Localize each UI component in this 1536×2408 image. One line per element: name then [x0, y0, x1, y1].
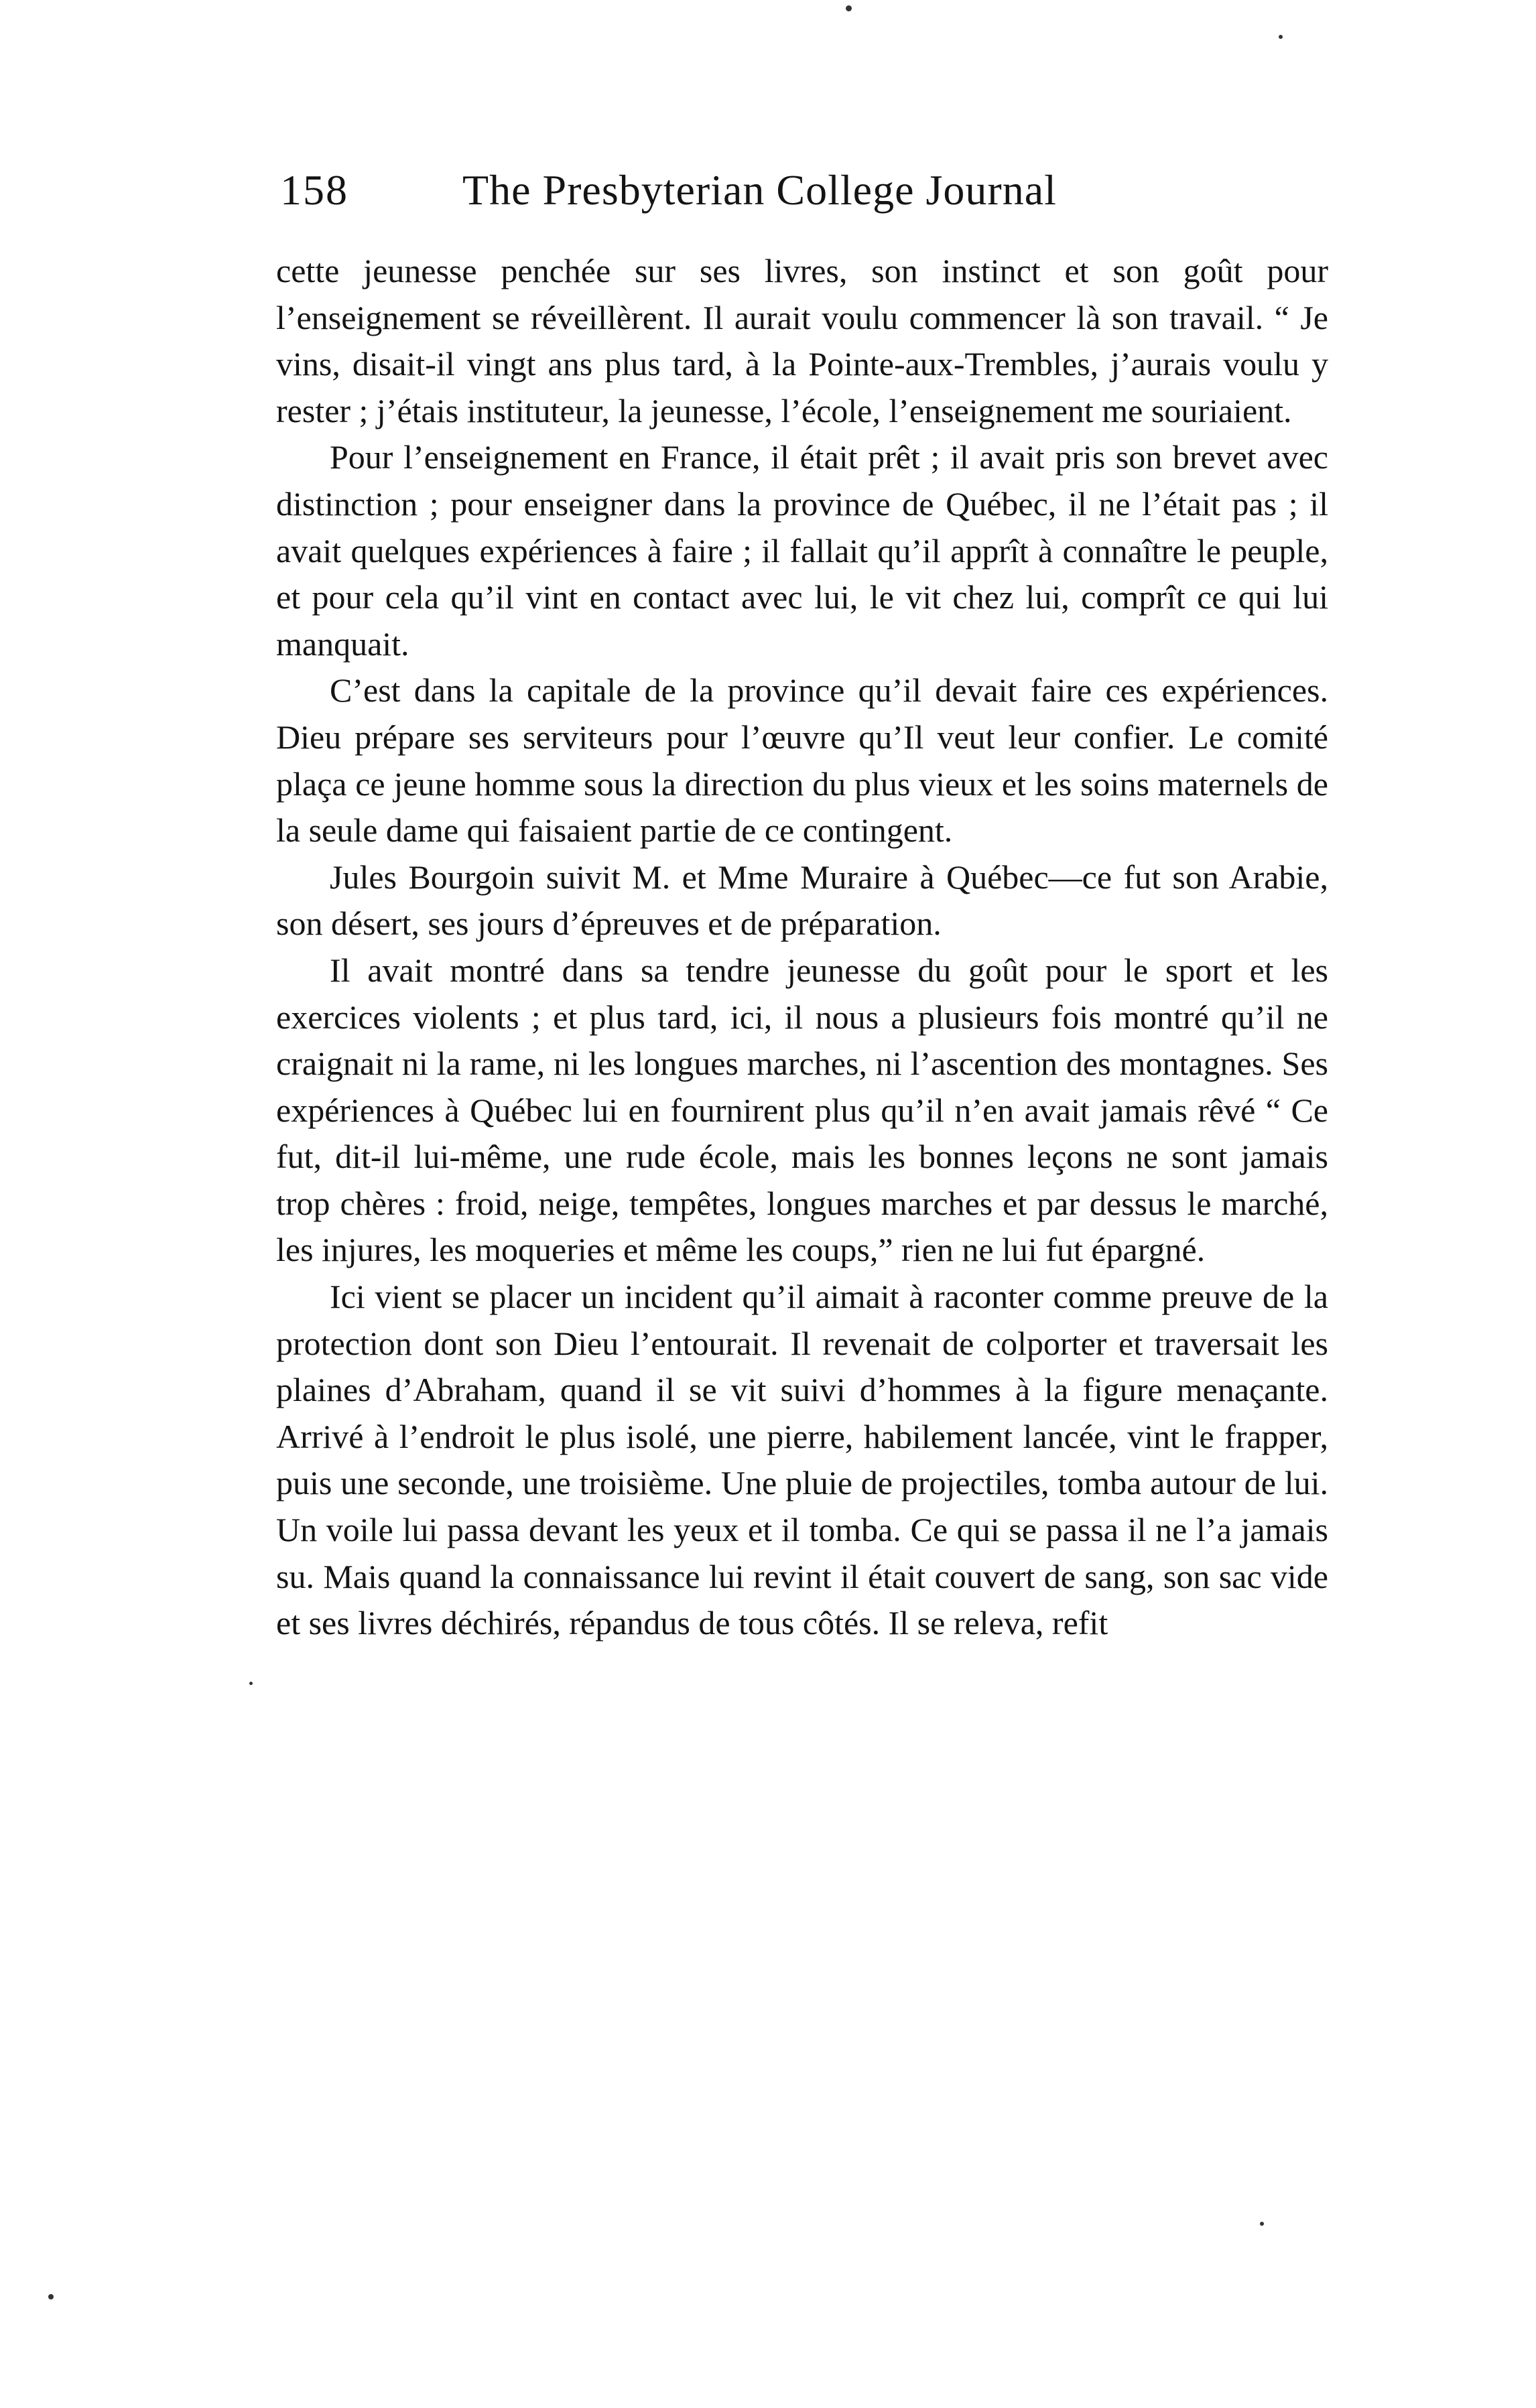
scan-speck — [1279, 35, 1283, 39]
paragraph: cette jeunesse penchée sur ses livres, son instinct et son goût pour l’enseignement se réveillèrent. Il aurait voulu commencer là son travail. “ Je vins, disait-il vingt ans plus tard, à la Pointe-aux-Trembles, j’aurais voulu y rester ; j’étais instituteur, la jeunesse, l’école, l’enseignement me souriaient. — [276, 252, 1328, 429]
paragraph: Jules Bourgoin suivit M. et Mme Muraire à Québec—ce fut son Arabie, son désert, ses jours d’épreuves et de préparation. — [276, 858, 1328, 943]
scan-speck — [1260, 2222, 1264, 2226]
scan-speck — [48, 2294, 54, 2299]
running-head — [280, 163, 1339, 217]
scan-speck — [846, 5, 852, 11]
paragraph: Il avait montré dans sa tendre jeunesse du goût pour le sport et les exercices violents ; et plus tard, ici, il nous a plusieurs fois montré qu’il ne craignait ni la rame, ni les longues marches, ni l’ascention des montagnes. Ses expériences à Québec lui en fournirent plus qu’il n’en avait jamais rêvé “ Ce fut, dit-il lui-même, une rude école, mais les bonnes leçons ne sont jamais trop chères : froid, neige, tempêtes, longues marches et par dessus le marché, les injures, les moqueries et même les coups,” rien ne lui fut épargné. — [276, 951, 1328, 1269]
body-text — [276, 248, 1328, 1647]
scan-speck — [249, 1682, 253, 1685]
paragraph: Pour l’enseignement en France, il était prêt ; il avait pris son brevet avec distinction ; pour enseigner dans la province de Québec, il ne l’était pas ; il avait quelques expériences à faire ; il fallait qu’il apprît à connaître le peuple, et pour cela qu’il vint en contact avec lui, le vit chez lui, comprît ce qui lui manquait. — [276, 438, 1328, 663]
paragraph: Ici vient se placer un incident qu’il aimait à raconter comme preuve de la protection dont son Dieu l’entourait. Il revenait de colporter et traversait les plaines d’Abraham, quand il se vit suivi d’hommes à la figure menaçante. Arrivé à l’endroit le plus isolé, une pierre, habilement lancée, vint le frapper, puis une seconde, une troisième. Une pluie de projectiles, tomba autour de lui. Un voile lui passa devant les yeux et il tomba. Ce qui se passa il ne l’a jamais su. Mais quand la connaissance lui revint il était couvert de sang, son sac vide et ses livres déchirés, répandus de tous côtés. Il se releva, refit — [276, 1278, 1328, 1642]
paragraph: C’est dans la capitale de la province qu’il devait faire ces expériences. Dieu prépare ses serviteurs pour l’œuvre qu’Il veut leur confier. Le comité plaça ce jeune homme sous la direction du plus vieux et les soins maternels de la seule dame qui faisaient partie de ce contingent. — [276, 671, 1328, 850]
page-number: 158 — [280, 166, 348, 214]
journal-title: The Presbyterian College Journal — [462, 166, 1057, 214]
